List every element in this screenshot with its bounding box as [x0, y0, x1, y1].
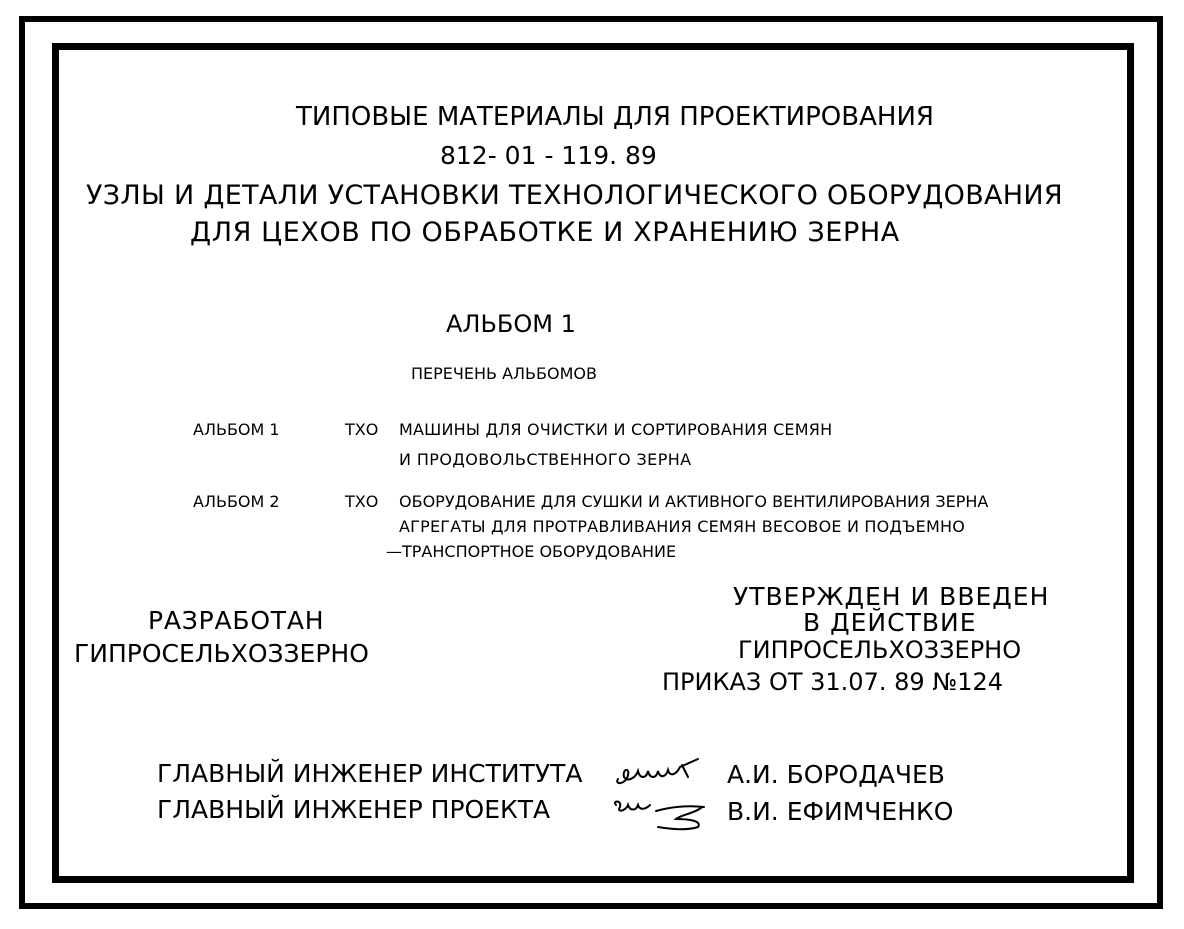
- album-2-line-2: АГРЕГАТЫ ДЛЯ ПРОТРАВЛИВАНИЯ СЕМЯН ВЕСОВОЕ И ПОДЪЕМНО: [399, 517, 965, 536]
- album-1-label: АЛЬБОМ 1: [193, 420, 280, 439]
- signature-2-handwriting: [610, 797, 710, 833]
- album-2-label: АЛЬБОМ 2: [193, 492, 280, 511]
- signature-1-name: А.И. БОРОДАЧЕВ: [727, 760, 945, 789]
- signature-2-role: ГЛАВНЫЙ ИНЖЕНЕР ПРОЕКТА: [157, 795, 551, 824]
- developed-org: ГИПРОСЕЛЬХОЗЗЕРНО: [74, 639, 369, 668]
- signature-1-handwriting: [612, 755, 704, 789]
- developed-label: РАЗРАБОТАН: [148, 606, 325, 635]
- doc-main-title-line1: УЗЛЫ И ДЕТАЛИ УСТАНОВКИ ТЕХНОЛОГИЧЕСКОГО ОБОРУДОВАНИЯ: [86, 180, 1063, 211]
- approved-org: ГИПРОСЕЛЬХОЗЗЕРНО: [738, 636, 1022, 664]
- album-1-line-2: И ПРОДОВОЛЬСТВЕННОГО ЗЕРНА: [399, 450, 692, 469]
- album-1-line-1: МАШИНЫ ДЛЯ ОЧИСТКИ И СОРТИРОВАНИЯ СЕМЯН: [399, 420, 833, 439]
- doc-code: 812- 01 - 119. 89: [440, 141, 657, 170]
- album-2-line-3: —ТРАНСПОРТНОЕ ОБОРУДОВАНИЕ: [386, 542, 677, 561]
- approval-order: ПРИКАЗ ОТ 31.07. 89 №124: [662, 668, 1004, 696]
- album-title: АЛЬБОМ 1: [446, 310, 576, 338]
- approved-line-1: УТВЕРЖДЕН И ВВЕДЕН: [733, 582, 1050, 611]
- signature-1-role: ГЛАВНЫЙ ИНЖЕНЕР ИНСТИТУТА: [157, 759, 583, 788]
- albums-list-title: ПЕРЕЧЕНЬ АЛЬБОМОВ: [411, 364, 597, 383]
- album-2-prefix: ТХО: [345, 492, 379, 511]
- album-1-prefix: ТХО: [345, 420, 379, 439]
- signature-2-name: В.И. ЕФИМЧЕНКО: [727, 797, 954, 826]
- doc-main-title-line2: ДЛЯ ЦЕХОВ ПО ОБРАБОТКЕ И ХРАНЕНИЮ ЗЕРНА: [190, 217, 900, 248]
- album-2-line-1: ОБОРУДОВАНИЕ ДЛЯ СУШКИ И АКТИВНОГО ВЕНТИЛИРОВАНИЯ ЗЕРНА: [399, 492, 989, 511]
- approved-line-2: В ДЕЙСТВИЕ: [803, 608, 977, 637]
- doc-series-title: ТИПОВЫЕ МАТЕРИАЛЫ ДЛЯ ПРОЕКТИРОВАНИЯ: [296, 102, 934, 132]
